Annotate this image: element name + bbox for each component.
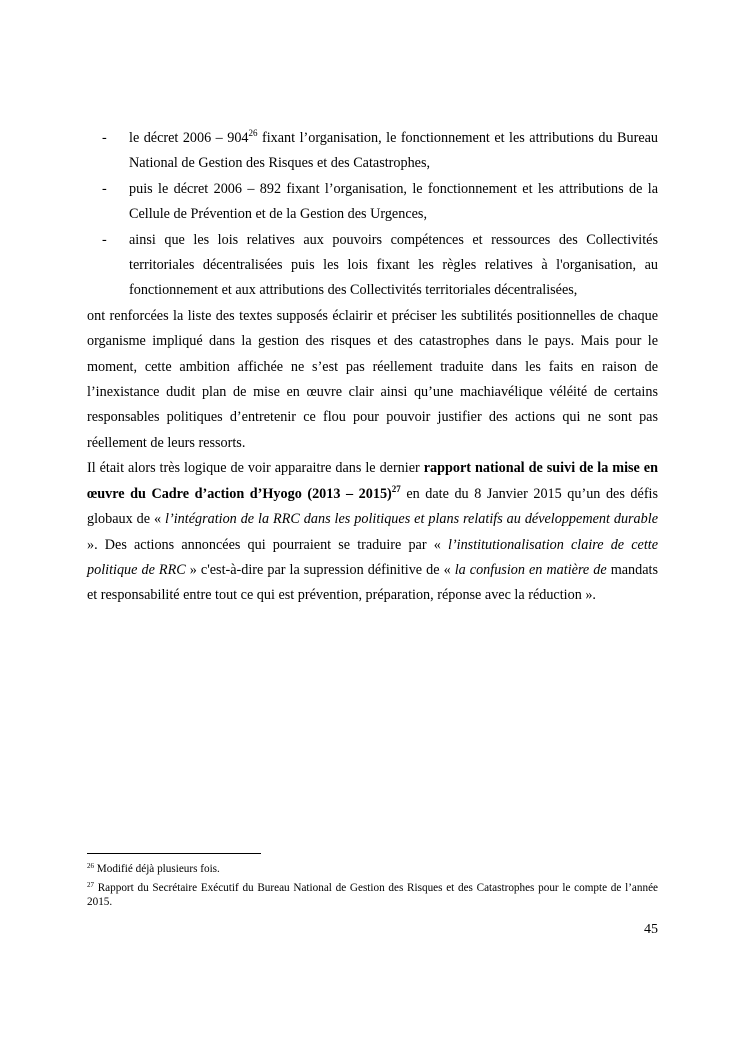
paragraph	[87, 304, 658, 456]
italic-text: l’intégration de la RRC dans les politiques et plans relatifs au développement durable	[165, 511, 658, 528]
paragraph	[87, 456, 658, 608]
page-number: 45	[644, 922, 658, 937]
text-run: » c'est-à-dire par la supression définitive de «	[185, 561, 455, 578]
text-run: fixant l’organisation, le fonctionnement et les attributions du Bureau National de Gestion des Risques et des Catastrophes,	[129, 130, 659, 172]
bullet-dash: -	[102, 130, 107, 146]
bullet-dash: -	[102, 231, 107, 248]
footnote-number: 27	[87, 881, 94, 889]
list-item	[87, 228, 658, 304]
footnote	[87, 862, 658, 876]
footnote-text: Modifié déjà plusieurs fois.	[94, 863, 220, 875]
footnote-reference: 27	[391, 483, 401, 494]
footnote-reference: 26	[248, 128, 258, 138]
text-run: mandats et responsabilité entre tout ce qui est prévention, préparation, réponse avec la réduction ».	[87, 561, 658, 604]
list-item	[87, 177, 658, 228]
text-run: ». Des actions annoncées qui pourraient se traduire par «	[87, 536, 448, 553]
italic-text: l’institutionalisation claire de cette politique de RRC	[87, 536, 658, 578]
footnote	[87, 881, 658, 909]
footnote-text: Rapport du Secrétaire Exécutif du Bureau National de Gestion des Risques et des Catastrophes pour le compte de l’année 2015.	[87, 882, 658, 908]
text-run: Il était alors très logique de voir apparaitre dans le dernier	[87, 460, 424, 477]
bold-text: rapport national de suivi de la mise en œuvre du Cadre d’action d’Hyogo (2013 – 2015)	[87, 460, 658, 502]
footnote-separator	[87, 853, 261, 854]
text-run: puis le décret 2006 – 892 fixant l’organisation, le fonctionnement et les attributions de la Cellule de Prévention et de la Gestion des Urgences,	[129, 180, 658, 223]
text-run: en date du 8 Janvier 2015 qu’un des défis globaux de «	[87, 485, 659, 528]
footnotes	[87, 862, 658, 914]
list-item	[87, 126, 658, 177]
italic-text: la confusion en matière de	[454, 561, 607, 578]
text-run: le décret 2006 – 904	[129, 130, 249, 146]
footnote-number: 26	[87, 862, 94, 870]
paragraph-group	[87, 304, 658, 609]
text-run: ont renforcées la liste des textes supposés éclairir et préciser les subtilités positionnelles de chaque organisme impliqué dans la gestion des risques et des catastrophes dans le pays. Mais pour le moment, cette ambition affichée ne s’est pas réellement traduite dans les faits en raison de l’inexistance dudit plan de mise en œuvre clair ainsi qu’une machiavélique véléité de certains responsables politiques d’entretenir ce flou pour pouvoir justifier des actions qui ne sont pas réellement de leurs ressorts.	[87, 307, 658, 451]
text-run: ainsi que les lois relatives aux pouvoirs compétences et ressources des Collectivités territoriales décentralisées puis les lois fixant les règles relatives à l'organisation, au fonctionnement et aux attributions des Collectivités territoriales décentralisées,	[129, 231, 658, 299]
bullet-list	[87, 126, 658, 304]
bullet-dash: -	[102, 180, 107, 197]
main-text	[87, 126, 658, 609]
